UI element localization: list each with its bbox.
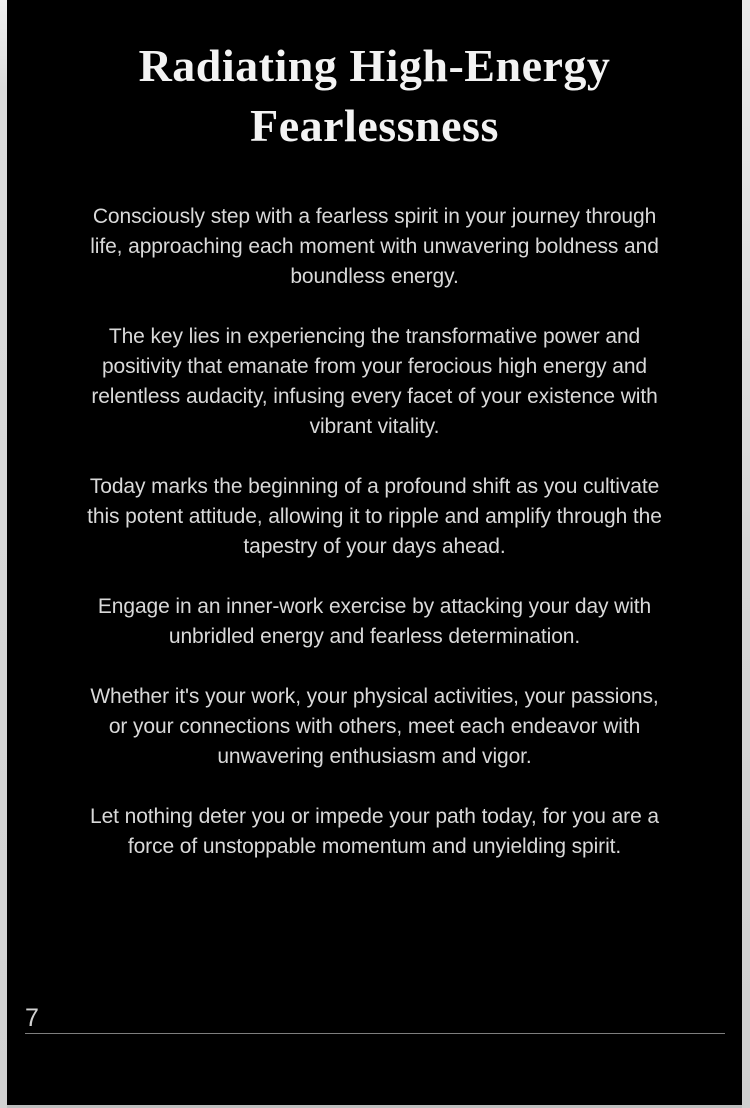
page-number: 7 [25, 1004, 39, 1032]
book-page [7, 0, 742, 1105]
paragraph: Engage in an inner-work exercise by attacking your day with unbridled energy and fearless determination. [97, 595, 652, 648]
paragraph: Whether it's your work, your physical activities, your passions, or your connections with others, meet each endeavor with unwavering enthusiasm and vigor. [90, 685, 659, 768]
page-body [81, 202, 669, 862]
footer-rule [25, 1033, 725, 1034]
viewer-edge-right [742, 0, 750, 1108]
paragraph: Consciously step with a fearless spirit in your journey through life, approaching each moment with unwavering boldness and boundless energy. [90, 205, 659, 288]
paragraph: Today marks the beginning of a profound shift as you cultivate this potent attitude, allowing it to ripple and amplify through the tapestry of your days ahead. [87, 475, 662, 558]
paragraph: Let nothing deter you or impede your path today, for you are a force of unstoppable momentum and unyielding spirit. [90, 805, 659, 858]
page-title: Radiating High-Energy Fearlessness [138, 40, 611, 151]
page-footer [25, 1004, 725, 1034]
viewer-edge-left [0, 0, 7, 1108]
paragraph: The key lies in experiencing the transformative power and positivity that emanate from your ferocious high energy and relentless audacity, infusing every facet of your existence with vibrant vitality. [91, 325, 658, 438]
